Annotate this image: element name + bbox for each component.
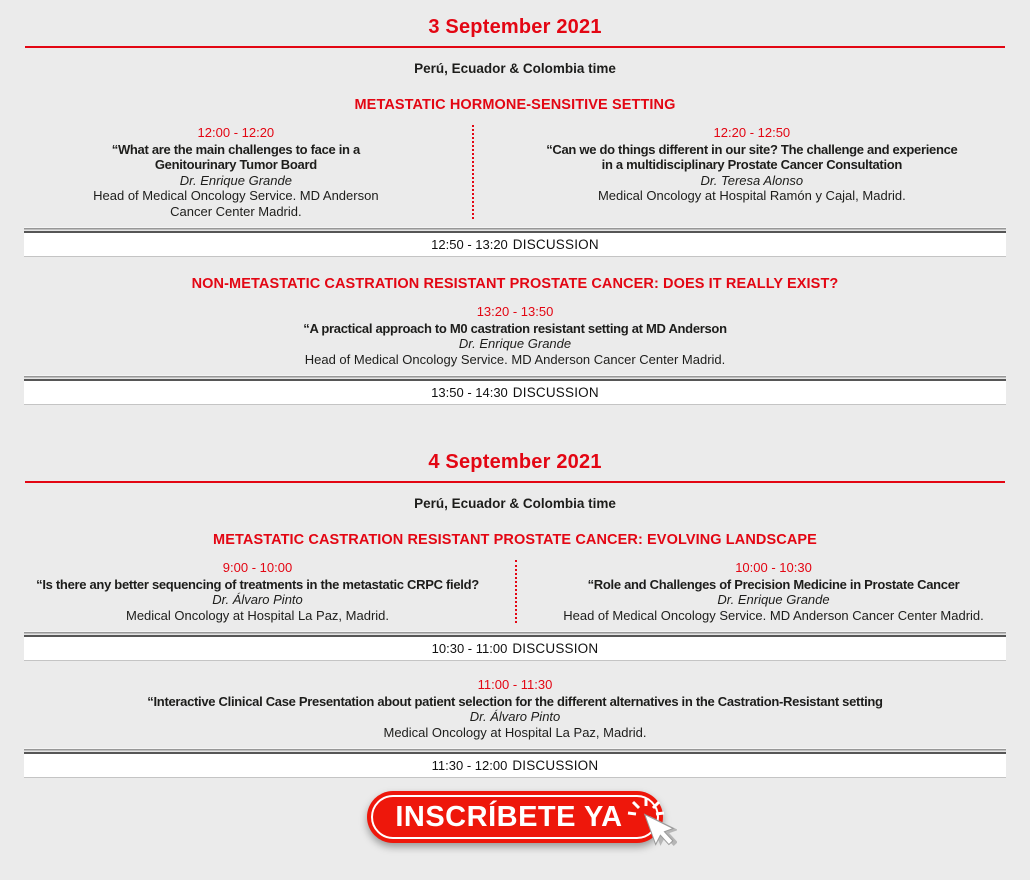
talk-speaker: Dr. Álvaro Pinto	[212, 592, 303, 607]
talk-title: “A practical approach to M0 castration resistant setting at MD Anderson	[303, 320, 727, 336]
date-underline	[25, 481, 1005, 483]
discussion-label: DISCUSSION	[512, 641, 599, 656]
discussion-strip	[24, 637, 1006, 661]
discussion-strip	[24, 233, 1006, 257]
discussion-strip	[24, 381, 1006, 405]
discussion-bar	[24, 227, 1006, 257]
discussion-time: 11:30 - 12:00	[431, 758, 508, 773]
talk	[0, 677, 1030, 740]
session-heading: METASTATIC CASTRATION RESISTANT PROSTATE CANCER: EVOLVING LANDSCAPE	[213, 532, 817, 548]
day-section	[0, 451, 1030, 778]
talk-title: “Can we do things different in our site? The challenge and experience in a multidisciplinary Prostate Cancer Consultation	[546, 141, 958, 172]
day-title: 3 September 2021	[428, 16, 602, 38]
talk	[515, 560, 1030, 623]
discussion-label: DISCUSSION	[512, 758, 599, 773]
talk-title: “Is there any better sequencing of treatments in the metastatic CRPC field?	[36, 576, 479, 592]
discussion-bar	[24, 631, 1006, 661]
session-heading: NON-METASTATIC CASTRATION RESISTANT PROSTATE CANCER: DOES IT REALLY EXIST?	[191, 276, 839, 292]
talk-affiliation: Medical Oncology at Hospital La Paz, Madrid.	[383, 724, 647, 740]
day-section	[0, 16, 1030, 405]
talk-affiliation: Head of Medical Oncology Service. MD Anderson Cancer Center Madrid.	[563, 607, 984, 623]
talk-affiliation: Medical Oncology at Hospital Ramón y Cajal, Madrid.	[597, 188, 906, 203]
talk	[0, 304, 1030, 367]
talk-time: 10:00 - 10:30	[735, 560, 812, 575]
date-underline	[25, 46, 1005, 48]
talk	[472, 125, 1030, 219]
talk-speaker: Dr. Álvaro Pinto	[469, 709, 561, 724]
talk-time: 13:20 - 13:50	[476, 304, 554, 319]
discussion-time: 12:50 - 13:20	[431, 237, 508, 252]
talk-speaker: Dr. Teresa Alonso	[700, 172, 804, 188]
discussion-bar	[24, 375, 1006, 405]
cta-container	[0, 791, 1030, 843]
register-button[interactable]	[367, 791, 663, 843]
register-button-label: INSCRÍBETE YA	[395, 800, 623, 833]
talk	[0, 560, 515, 623]
agenda-page	[0, 16, 1030, 843]
timezone-label: Perú, Ecuador & Colombia time	[414, 61, 616, 76]
discussion-label: DISCUSSION	[512, 237, 599, 252]
talks-row	[0, 560, 1030, 623]
talk	[0, 125, 472, 219]
discussion-time: 13:50 - 14:30	[431, 385, 508, 400]
talk-time: 11:00 - 11:30	[477, 677, 553, 692]
talk-title: “Role and Challenges of Precision Medicine in Prostate Cancer	[587, 576, 960, 592]
talks-row	[0, 125, 1030, 219]
talk-time: 12:20 - 12:50	[713, 125, 791, 140]
talks-row	[0, 677, 1030, 740]
talk-affiliation: Head of Medical Oncology Service. MD Anderson Cancer Center Madrid.	[304, 351, 726, 367]
timezone-label: Perú, Ecuador & Colombia time	[414, 496, 616, 511]
discussion-bar	[24, 748, 1006, 778]
talk-time: 9:00 - 10:00	[222, 560, 293, 575]
discussion-strip	[24, 754, 1006, 778]
talk-title: “What are the main challenges to face in a Genitourinary Tumor Board	[111, 141, 360, 172]
talk-affiliation: Medical Oncology at Hospital La Paz, Madrid.	[125, 607, 389, 623]
talk-speaker: Dr. Enrique Grande	[458, 336, 572, 351]
talks-row	[0, 304, 1030, 367]
discussion-label: DISCUSSION	[512, 385, 599, 400]
talk-time: 12:00 - 12:20	[197, 125, 275, 140]
talk-speaker: Dr. Enrique Grande	[717, 592, 830, 607]
discussion-time: 10:30 - 11:00	[431, 641, 508, 656]
talk-title: “Interactive Clinical Case Presentation about patient selection for the different alternatives in the Castration-Resistant setting	[147, 693, 883, 709]
talk-speaker: Dr. Enrique Grande	[179, 172, 292, 188]
session-heading: METASTATIC HORMONE-SENSITIVE SETTING	[354, 97, 676, 113]
talk-affiliation: Head of Medical Oncology Service. MD Anderson Cancer Center Madrid.	[93, 188, 379, 219]
day-title: 4 September 2021	[428, 451, 602, 473]
click-cursor-icon	[625, 795, 677, 857]
